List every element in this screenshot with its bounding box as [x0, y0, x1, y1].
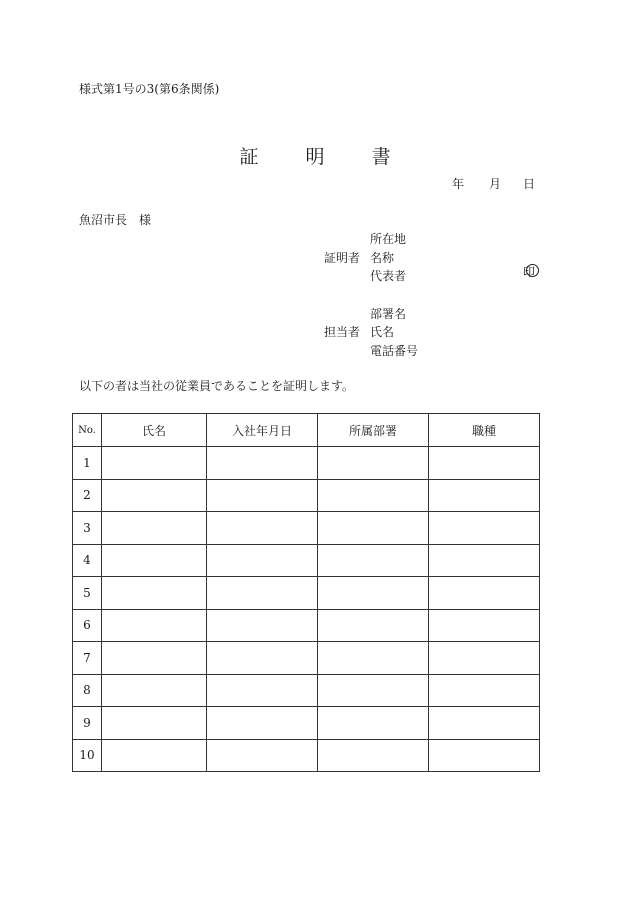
department-cell[interactable] [318, 674, 429, 707]
contact-department-label: 部署名 [370, 307, 407, 321]
name-cell[interactable] [102, 544, 207, 577]
row-number: 3 [73, 512, 102, 545]
row-number: 7 [73, 642, 102, 675]
contact-label: 担当者 [324, 325, 361, 339]
department-cell[interactable] [318, 739, 429, 772]
job-type-cell[interactable] [429, 577, 540, 610]
job-type-cell[interactable] [429, 479, 540, 512]
department-cell[interactable] [318, 609, 429, 642]
job-type-cell[interactable] [429, 674, 540, 707]
date-year-label: 年 [452, 177, 465, 191]
header-no: No. [73, 414, 102, 447]
table-row [73, 642, 540, 675]
date-month-label: 月 [489, 177, 502, 191]
certifier-address-label: 所在地 [370, 232, 407, 246]
department-cell[interactable] [318, 642, 429, 675]
date-day-label: 日 [523, 177, 536, 191]
department-cell[interactable] [318, 447, 429, 480]
table-row [73, 674, 540, 707]
job-type-cell[interactable] [429, 447, 540, 480]
job-type-cell[interactable] [429, 739, 540, 772]
header-hire-date: 入社年月日 [207, 414, 318, 447]
job-type-cell[interactable] [429, 544, 540, 577]
table-header-row [73, 414, 540, 447]
form-number: 様式第1号の3(第6条関係) [79, 82, 220, 96]
hire-date-cell[interactable] [207, 577, 318, 610]
certifier-name-label: 名称 [370, 251, 395, 265]
job-type-cell[interactable] [429, 642, 540, 675]
row-number: 4 [73, 544, 102, 577]
name-cell[interactable] [102, 609, 207, 642]
name-cell[interactable] [102, 674, 207, 707]
name-cell[interactable] [102, 447, 207, 480]
header-name: 氏名 [102, 414, 207, 447]
certification-statement: 以下の者は当社の従業員であることを証明します。 [79, 379, 355, 393]
table-row [73, 739, 540, 772]
hire-date-cell[interactable] [207, 642, 318, 675]
table-row [73, 707, 540, 740]
row-number: 10 [73, 739, 102, 772]
row-number: 5 [73, 577, 102, 610]
employee-table [72, 413, 540, 772]
table-row [73, 512, 540, 545]
contact-name-label: 氏名 [370, 325, 395, 339]
department-cell[interactable] [318, 544, 429, 577]
job-type-cell[interactable] [429, 609, 540, 642]
table-row [73, 544, 540, 577]
seal-mark [521, 264, 537, 280]
hire-date-cell[interactable] [207, 447, 318, 480]
name-cell[interactable] [102, 642, 207, 675]
table-row [73, 447, 540, 480]
row-number: 6 [73, 609, 102, 642]
hire-date-cell[interactable] [207, 544, 318, 577]
hire-date-cell[interactable] [207, 512, 318, 545]
department-cell[interactable] [318, 512, 429, 545]
header-department: 所属部署 [318, 414, 429, 447]
name-cell[interactable] [102, 512, 207, 545]
row-number: 1 [73, 447, 102, 480]
hire-date-cell[interactable] [207, 674, 318, 707]
seal-label: 印 [522, 265, 535, 279]
certifier-representative-label: 代表者 [370, 269, 407, 283]
contact-phone-label: 電話番号 [370, 344, 419, 358]
hire-date-cell[interactable] [207, 609, 318, 642]
job-type-cell[interactable] [429, 512, 540, 545]
name-cell[interactable] [102, 479, 207, 512]
certifier-label: 証明者 [324, 251, 361, 265]
table-row [73, 609, 540, 642]
hire-date-cell[interactable] [207, 479, 318, 512]
recipient: 魚沼市長 様 [79, 213, 152, 227]
table-row [73, 577, 540, 610]
seal-circle-icon [526, 264, 539, 277]
table-row [73, 479, 540, 512]
hire-date-cell[interactable] [207, 707, 318, 740]
row-number: 8 [73, 674, 102, 707]
header-job-type: 職種 [429, 414, 540, 447]
document-title: 証 明 書 [239, 146, 405, 168]
row-number: 9 [73, 707, 102, 740]
job-type-cell[interactable] [429, 707, 540, 740]
department-cell[interactable] [318, 577, 429, 610]
department-cell[interactable] [318, 479, 429, 512]
name-cell[interactable] [102, 577, 207, 610]
row-number: 2 [73, 479, 102, 512]
hire-date-cell[interactable] [207, 739, 318, 772]
department-cell[interactable] [318, 707, 429, 740]
name-cell[interactable] [102, 707, 207, 740]
name-cell[interactable] [102, 739, 207, 772]
